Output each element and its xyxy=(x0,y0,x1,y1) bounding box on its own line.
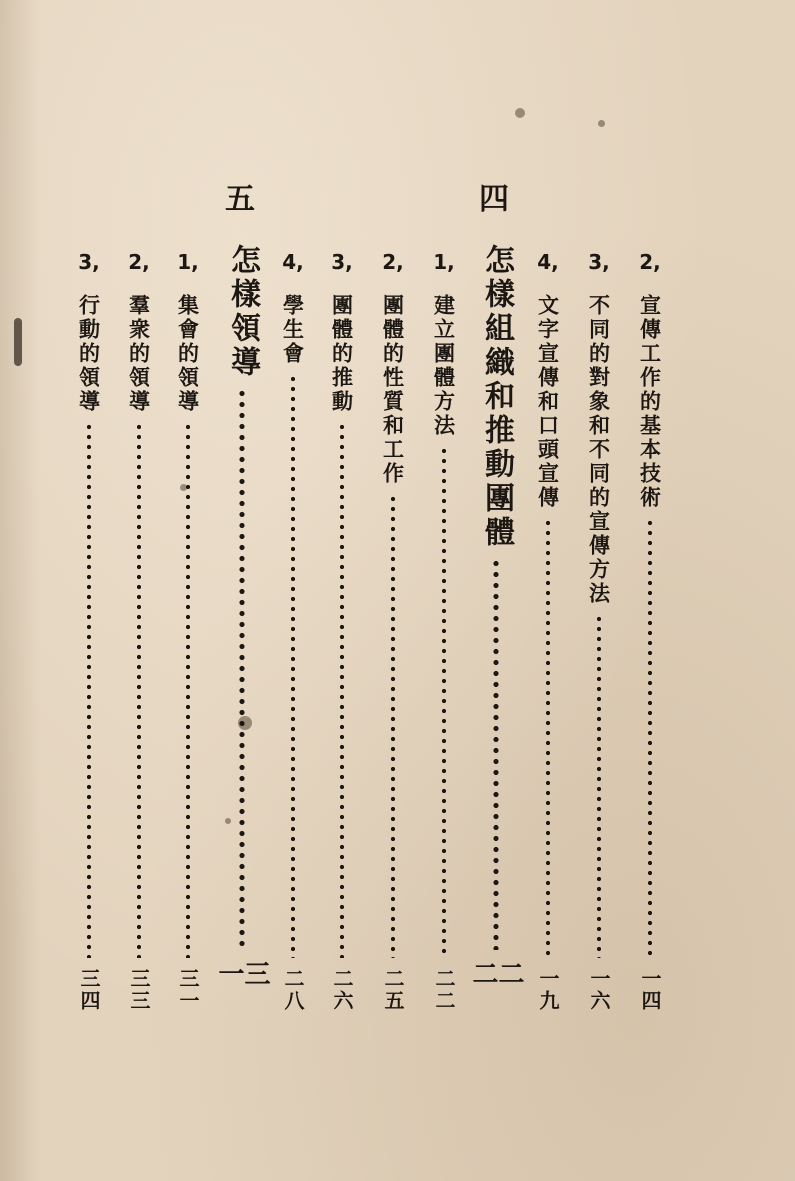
entry-number: 3, xyxy=(588,250,610,274)
toc-entry[interactable] xyxy=(273,252,313,1012)
entry-page-number: 一六 xyxy=(587,968,611,1012)
dot-leader xyxy=(291,374,295,958)
dot-leader xyxy=(546,518,550,958)
dot-leader xyxy=(137,422,141,958)
entry-title: 建立團體方法 xyxy=(431,294,457,438)
section-five-heading: 五 xyxy=(225,182,255,217)
dot-leader xyxy=(648,518,652,958)
toc-entry[interactable] xyxy=(322,252,362,1012)
dot-leader xyxy=(87,422,91,958)
toc-entry[interactable] xyxy=(373,252,413,1012)
entry-number: 2, xyxy=(382,250,404,274)
toc-section-entry[interactable] xyxy=(468,244,524,1004)
entry-number: 4, xyxy=(282,250,304,274)
entry-title: 文字宣傳和口頭宣傳 xyxy=(535,294,561,510)
entry-number: 4, xyxy=(537,250,559,274)
dot-leader xyxy=(391,494,395,958)
entry-number: 3, xyxy=(78,250,100,274)
entry-page-number: 二二 xyxy=(432,968,456,1012)
toc-entry[interactable] xyxy=(630,252,670,1012)
entry-title: 行動的領導 xyxy=(76,294,102,414)
entry-page-number: 二六 xyxy=(330,968,354,1012)
dot-leader xyxy=(597,614,601,958)
entry-title: 不同的對象和不同的宣傳方法 xyxy=(586,294,612,606)
entry-page-number: 二五 xyxy=(381,968,405,1012)
entry-page-number: 二八 xyxy=(281,968,305,1012)
toc-entry[interactable] xyxy=(424,252,464,1012)
dot-leader xyxy=(340,422,344,958)
dot-leader xyxy=(493,558,499,950)
toc-entry[interactable] xyxy=(119,252,159,1012)
toc-entry[interactable] xyxy=(168,252,208,1012)
entry-number: 1, xyxy=(177,250,199,274)
section-page-number: 二二 xyxy=(468,960,524,987)
paper-spot xyxy=(598,120,605,127)
entry-page-number: 三一 xyxy=(176,968,200,1012)
entry-number: 2, xyxy=(639,250,661,274)
entry-page-number: 三三 xyxy=(127,968,151,1012)
entry-page-number: 三四 xyxy=(77,968,101,1012)
section-title: 怎樣組織和推動團體 xyxy=(479,244,514,550)
entry-number: 1, xyxy=(433,250,455,274)
entry-title: 宣傳工作的基本技術 xyxy=(637,294,663,510)
section-title: 怎樣領導 xyxy=(225,244,260,380)
entry-number: 3, xyxy=(331,250,353,274)
toc-section-entry[interactable] xyxy=(214,244,270,1004)
entry-title: 羣衆的領導 xyxy=(126,294,152,414)
dot-leader xyxy=(442,446,446,958)
toc-entry[interactable] xyxy=(528,252,568,1012)
entry-title: 集會的領導 xyxy=(175,294,201,414)
entry-title: 學生會 xyxy=(280,294,306,366)
entry-title: 團體的性質和工作 xyxy=(380,294,406,486)
paper-spot xyxy=(515,108,525,118)
binding-mark xyxy=(14,318,22,366)
toc-entry[interactable] xyxy=(69,252,109,1012)
dot-leader xyxy=(239,388,245,950)
dot-leader xyxy=(186,422,190,958)
entry-page-number: 一四 xyxy=(638,968,662,1012)
entry-number: 2, xyxy=(128,250,150,274)
entry-page-number: 一九 xyxy=(536,968,560,1012)
entry-title: 團體的推動 xyxy=(329,294,355,414)
section-page-number: 三一 xyxy=(214,960,270,987)
section-four-heading: 四 xyxy=(479,182,509,217)
toc-entry[interactable] xyxy=(579,252,619,1012)
